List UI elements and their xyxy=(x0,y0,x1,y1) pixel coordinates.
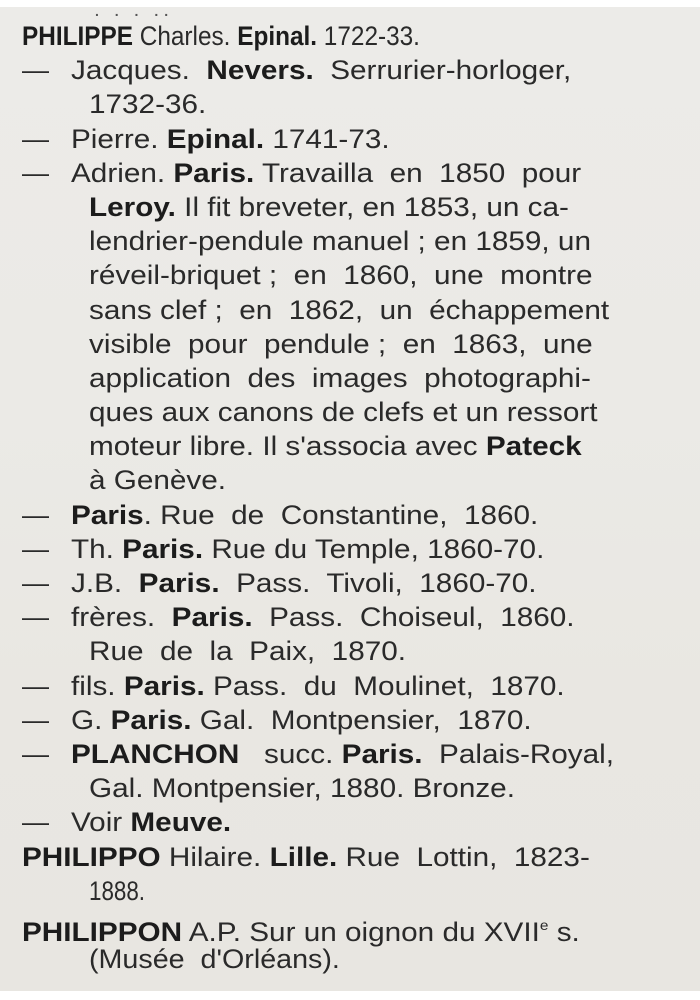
sub-entry-line xyxy=(0,566,700,600)
text-run: Palais-Royal, xyxy=(422,738,615,769)
entry-text xyxy=(71,566,537,600)
bold-term: Nevers. xyxy=(206,55,314,86)
entry-text xyxy=(22,840,590,874)
em-dash: — xyxy=(22,670,49,701)
text-run: Rue du Temple, 1860-70. xyxy=(203,533,545,564)
sub-entry-line xyxy=(0,737,700,771)
text-run: Pass. du Moulinet, 1870. xyxy=(204,670,565,701)
bold-term: Paris. xyxy=(123,670,205,701)
text-run: Adrien. xyxy=(71,157,174,188)
em-dash: — xyxy=(22,704,49,735)
bold-term: Paris. xyxy=(110,704,192,735)
bold-term: Meuve. xyxy=(130,807,232,838)
text-run: Jacques. xyxy=(71,55,207,86)
em-dash: — xyxy=(22,568,49,598)
page-top-marks: . . . .. xyxy=(95,7,175,19)
continuation-line xyxy=(0,429,700,463)
em-dash: — xyxy=(22,157,49,188)
bold-term: Paris. xyxy=(173,157,255,188)
text-run: 1732-36. xyxy=(89,89,207,120)
entry-text xyxy=(71,122,390,156)
text-run: sans clef ; en 1862, un échappement xyxy=(89,294,610,325)
text-run: Pierre. xyxy=(71,123,167,154)
entry-text xyxy=(71,669,565,703)
text-run: Pass. Tivoli, 1860-70. xyxy=(219,568,537,598)
entry-text xyxy=(89,258,593,292)
text-run: Hilaire. xyxy=(160,841,270,872)
text-run: succ. xyxy=(239,738,342,769)
entry-text xyxy=(89,87,206,121)
sub-entry-line xyxy=(0,600,700,634)
text-run: lendrier-pendule manuel ; en 1859, un xyxy=(89,226,591,257)
entry-text xyxy=(71,805,231,839)
entry-text xyxy=(89,771,515,805)
continuation-line xyxy=(0,395,700,429)
text-run: frères. xyxy=(71,602,172,633)
text-run: Gal. Montpensier, 1870. xyxy=(191,704,532,735)
entry-text xyxy=(89,634,406,668)
entry-text xyxy=(71,156,581,190)
bold-term: Pateck xyxy=(485,431,582,462)
sub-entry-line xyxy=(0,156,700,190)
bold-term: PHILIPPO xyxy=(22,841,161,872)
entry-text xyxy=(89,429,582,463)
continuation-line xyxy=(0,190,700,224)
entry-text xyxy=(89,293,609,327)
continuation-line xyxy=(0,942,700,976)
em-dash: — xyxy=(22,807,49,838)
text-run: 1722-33. xyxy=(317,21,420,51)
bold-term: PHILIPPE xyxy=(22,21,133,51)
text-run: à Genève. xyxy=(89,465,227,496)
bold-term: Paris. xyxy=(341,738,423,769)
book-page xyxy=(0,7,700,991)
entry-text xyxy=(89,361,591,395)
text-run: e xyxy=(539,916,549,933)
continuation-line xyxy=(0,634,700,668)
entry-text xyxy=(71,703,532,737)
entry-headword-line xyxy=(0,908,700,947)
em-dash: — xyxy=(22,123,49,154)
entry-text xyxy=(71,737,614,771)
text-run: 1741-73. xyxy=(264,123,390,154)
continuation-line xyxy=(0,327,700,361)
entry-text xyxy=(71,600,575,634)
continuation-line xyxy=(0,224,700,258)
text-run: G. xyxy=(71,704,111,735)
text-run: J.B. xyxy=(71,568,139,598)
entry-text xyxy=(89,190,569,224)
continuation-line xyxy=(0,293,700,327)
text-run: A.P. Sur un oignon du XVII xyxy=(182,916,540,947)
entry-text xyxy=(89,395,598,429)
entry-text xyxy=(22,19,420,53)
entry-text xyxy=(89,327,593,361)
entry-text xyxy=(89,874,145,908)
continuation-line xyxy=(0,771,700,805)
text-run: Rue Lottin, 1823- xyxy=(337,841,590,872)
em-dash: — xyxy=(22,602,49,633)
bold-term: Paris xyxy=(71,499,144,530)
entry-text xyxy=(89,224,591,258)
text-run: réveil-briquet ; en 1860, une montre xyxy=(89,260,593,291)
text-run: Charles. xyxy=(132,21,238,51)
entry-headword-line xyxy=(0,19,700,53)
dictionary-entries xyxy=(0,19,700,976)
bold-term: PHILIPPON xyxy=(22,916,183,947)
sub-entry-line xyxy=(0,805,700,839)
bold-term: Lille. xyxy=(269,841,338,872)
em-dash: — xyxy=(22,55,49,86)
text-run: Gal. Montpensier, 1880. Bronze. xyxy=(89,773,515,804)
continuation-line xyxy=(0,87,700,121)
bold-term: Leroy. xyxy=(89,191,176,222)
text-run: Th. xyxy=(71,533,123,564)
text-run: visible pour pendule ; en 1863, une xyxy=(89,328,593,359)
sub-entry-line xyxy=(0,122,700,156)
text-run: Pass. Choiseul, 1860. xyxy=(252,602,575,633)
bold-term: Paris. xyxy=(122,533,204,564)
text-run: 1888. xyxy=(89,875,146,906)
text-run: Il fit breveter, en 1853, un ca- xyxy=(175,191,569,222)
em-dash: — xyxy=(22,499,49,530)
text-run: (Musée d'Orléans). xyxy=(89,944,340,975)
text-run: s. xyxy=(548,916,580,947)
text-run: Serrurier-horloger, xyxy=(313,55,572,86)
text-run: fils. xyxy=(71,670,124,701)
text-run: Rue de la Paix, 1870. xyxy=(89,636,407,667)
continuation-line xyxy=(0,361,700,395)
bold-term: Paris. xyxy=(171,602,253,633)
bold-term: Paris. xyxy=(138,568,220,598)
entry-headword-line xyxy=(0,840,700,874)
sub-entry-line xyxy=(0,703,700,737)
bold-term: Epinal. xyxy=(237,21,318,51)
em-dash: — xyxy=(22,738,49,769)
entry-text xyxy=(89,942,340,976)
text-run: . Rue de Constantine, 1860. xyxy=(143,499,539,530)
text-run: Voir xyxy=(71,807,131,838)
sub-entry-line xyxy=(0,532,700,566)
em-dash: — xyxy=(22,533,49,564)
bold-term: PLANCHON xyxy=(71,738,240,769)
continuation-line xyxy=(0,258,700,292)
sub-entry-line xyxy=(0,498,700,532)
entry-text xyxy=(89,463,226,497)
entry-text xyxy=(71,532,544,566)
text-run: Travailla en 1850 pour xyxy=(254,157,582,188)
entry-text xyxy=(71,498,538,532)
entry-text xyxy=(71,53,571,87)
sub-entry-line xyxy=(0,669,700,703)
continuation-line xyxy=(0,874,700,908)
bold-term: Epinal. xyxy=(166,123,265,154)
text-run: application des images photographi- xyxy=(89,362,591,393)
text-run: moteur libre. Il s'associa avec xyxy=(89,431,486,462)
text-run: ques aux canons de clefs et un ressort xyxy=(89,397,598,428)
sub-entry-line xyxy=(0,53,700,87)
continuation-line xyxy=(0,463,700,497)
